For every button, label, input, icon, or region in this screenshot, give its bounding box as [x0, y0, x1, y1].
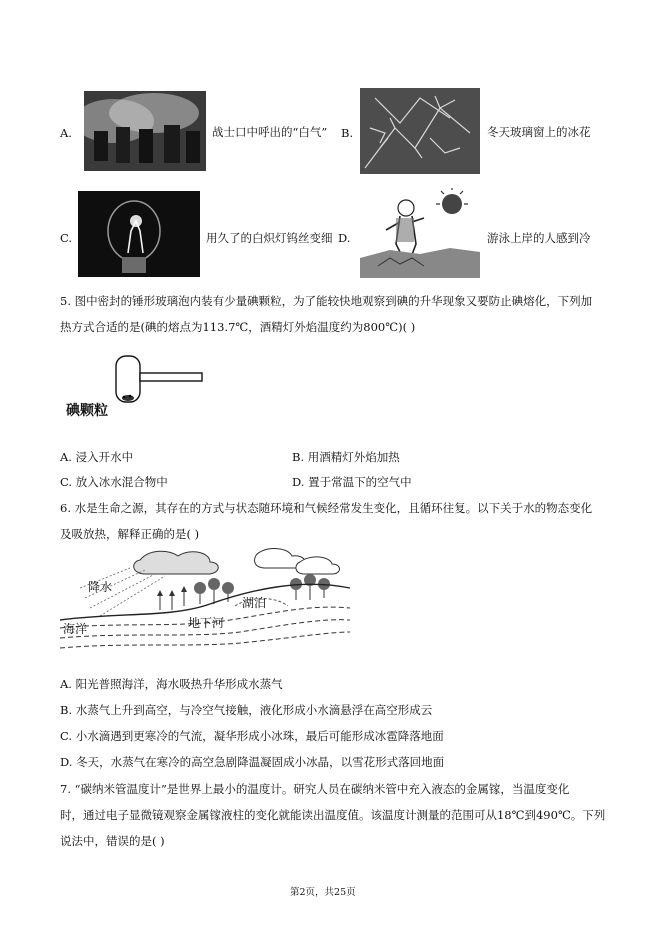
option-d-caption: 游泳上岸的人感到冷: [487, 231, 591, 245]
option-a-letter: A.: [60, 126, 72, 140]
q5-figure: [108, 352, 208, 412]
fig-label-river: 地下河: [188, 616, 225, 630]
q5-option-b: B. 用酒精灯外焰加热: [292, 450, 400, 464]
option-c-photo: [78, 191, 200, 277]
option-d-letter: D.: [338, 231, 351, 245]
option-c-caption: 用久了的白炽灯钨丝变细: [206, 231, 333, 245]
q7-stem-line1: 7. “碳纳米管温度计”是世界上最小的温度计。研究人员在碳纳米管中充入液态的金属镓，当温度变化: [60, 782, 570, 796]
q6-stem-line2: 及吸放热，解释正确的是( ): [60, 527, 200, 541]
q5-stem-line2: 热方式合适的是(碘的熔点为113.7℃，酒精灯外焰温度约为800℃)( ): [60, 320, 416, 334]
q5-option-d: D. 置于常温下的空气中: [292, 475, 412, 489]
q5-figure-label: 碘颗粒: [66, 403, 108, 419]
fig-label-lake: 湖泊: [242, 596, 267, 610]
q7-stem-line3: 说法中，错误的是( ): [60, 834, 165, 848]
option-b-letter: B.: [341, 126, 354, 140]
fig-label-ocean: 海洋: [63, 622, 88, 636]
water-cycle-figure: [60, 548, 360, 658]
option-b-caption: 冬天玻璃窗上的冰花: [487, 125, 591, 139]
q6-stem-line1: 6. 水是生命之源，其存在的方式与状态随环境和气候经常发生变化，且循环往复。以下关于水的物态变化: [60, 501, 593, 515]
option-c-letter: C.: [60, 231, 73, 245]
option-b-photo: [360, 88, 480, 174]
q5-stem-line1: 5. 图中密封的锤形玻璃泡内装有少量碘颗粒，为了能较快地观察到碘的升华现象又要防止碘熔化，下列加: [60, 294, 593, 308]
q6-option-d: D. 冬天，水蒸气在寒冷的高空急剧降温凝固成小冰晶，以雪花形式落回地面: [60, 755, 445, 769]
q7-stem-line2: 时，通过电子显微镜观察金属镓液柱的变化就能读出温度值。该温度计测量的范围可从18℃到490℃。下列: [60, 808, 606, 822]
q6-option-a: A. 阳光普照海洋，海水吸热升华形成水蒸气: [60, 677, 283, 691]
page-footer: 第2页，共25页: [290, 887, 356, 898]
option-a-caption: 战士口中呼出的“白气”: [212, 125, 328, 139]
option-d-illustration: [360, 188, 480, 278]
fig-label-rain: 降水: [88, 580, 113, 594]
option-a-photo: [84, 91, 206, 171]
q5-option-a: A. 浸入开水中: [60, 450, 134, 464]
q5-option-c: C. 放入冰水混合物中: [60, 475, 168, 489]
q6-option-c: C. 小水滴遇到更寒冷的气流，凝华形成小冰珠，最后可能形成冰雹降落地面: [60, 729, 444, 743]
q6-option-b: B. 水蒸气上升到高空，与冷空气接触，液化形成小水滴悬浮在高空形成云: [60, 703, 433, 717]
